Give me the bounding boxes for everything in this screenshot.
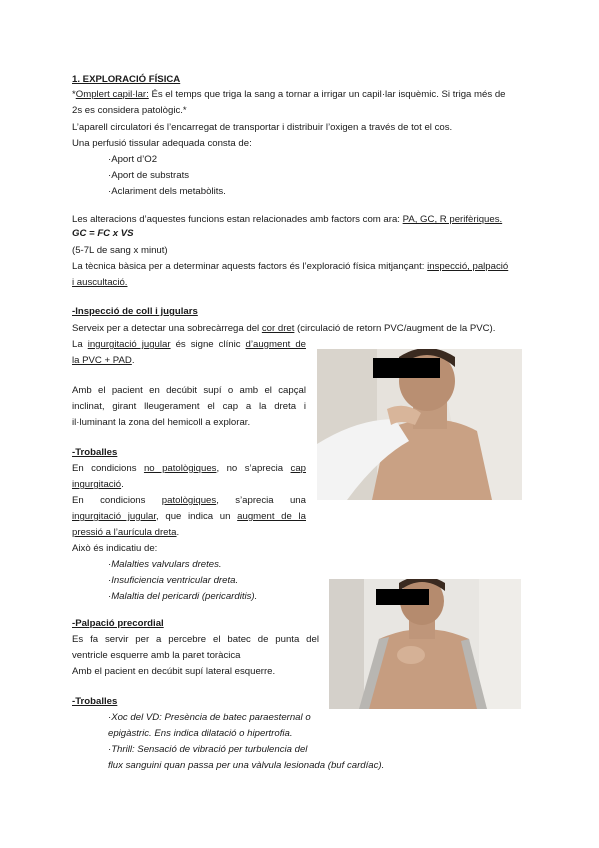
inspection-line-1 <box>72 323 495 335</box>
findings-pressure: pressió a l’aurícula dreta <box>72 527 177 538</box>
findings-nonpath: no patològiques <box>143 463 217 474</box>
findings-increase: augment de la <box>237 511 306 522</box>
technique-methods: inspecció, palpació <box>427 261 509 272</box>
cap-fill-prefix: * <box>72 89 76 100</box>
indication-item: ·Malaltia del pericardi (pericarditis). <box>108 591 258 602</box>
inspection-text: és signe clínic <box>170 339 246 350</box>
alterations-line <box>72 214 502 226</box>
perfusion-item: ·Aclariment dels metabòlits. <box>108 186 226 197</box>
palpation-title: -Palpació precordial <box>72 618 164 629</box>
findings-line-6: Això és indicatiu de: <box>72 543 158 554</box>
findings-text: En condicions <box>72 495 162 506</box>
inspection-text: Serveix per a detectar una sobrecàrrega del <box>72 323 262 334</box>
findings-line-1 <box>72 463 306 475</box>
position-line-2: inclinat, girant lleugerament el cap a la dreta i <box>72 401 306 412</box>
findings-line-5 <box>72 527 179 539</box>
findings-line-3 <box>72 495 306 507</box>
findings-title-2: -Troballes <box>72 696 118 707</box>
privacy-bar <box>376 589 429 605</box>
perfusion-item: ·Aport de substrats <box>108 170 190 181</box>
formula-note: (5-7L de sang x minut) <box>72 245 168 256</box>
inspection-text: . <box>131 355 135 366</box>
alterations-text: Les alteracions d’aquestes funcions estan relacionades amb factors com ara: <box>72 214 403 225</box>
alterations-factors: PA, GC, R perifèriques. <box>402 214 503 225</box>
palpation-line-2: ventricle esquerre amb la paret toràcica <box>72 650 241 661</box>
finding-item: ·Thrill: Sensació de vibració per turbulencia del <box>108 744 308 755</box>
palpation-line-1: Es fa servir per a percebre el batec de punta del <box>72 634 319 645</box>
position-line-3: il·luminant la zona del hemicoll a explorar. <box>72 417 251 428</box>
inspection-ingurgitation: ingurgitació jugular <box>87 339 171 350</box>
inspection-line-3 <box>72 355 134 367</box>
section-heading: 1. EXPLORACIÓ FÍSICA <box>72 74 181 85</box>
findings-text: . <box>121 479 124 490</box>
findings-title: -Troballes <box>72 447 118 458</box>
findings-jugular: ingurgitació jugular <box>72 511 157 522</box>
findings-ingurgitation: ingurgitació <box>72 479 122 490</box>
inspection-pvc: la PVC + PAD <box>72 355 132 366</box>
cap-fill-line-2: 2s es considera patològic.* <box>72 105 187 116</box>
precordial-palpation-photo <box>329 579 521 709</box>
position-line-1: Amb el pacient en decúbit supí o amb el capçal <box>72 385 306 396</box>
inspection-title: -Inspecció de coll i jugulars <box>72 306 198 317</box>
cap-fill-text: És el temps que triga la sang a tornar a irrigar un capil·lar isquèmic. Si triga més de <box>148 89 506 100</box>
perfusion-item: ·Aport d’O2 <box>108 154 158 165</box>
findings-line-4 <box>72 511 306 523</box>
findings-text: En condicions <box>72 463 144 474</box>
formula: GC = FC x VS <box>72 228 134 239</box>
finding-item: flux sanguini quan passa per una vàlvula lesionada (buf cardíac). <box>108 760 385 771</box>
findings-text: . <box>176 527 180 538</box>
finding-item: epigàstric. Ens indica dilatació o hipertrofia. <box>108 728 293 739</box>
findings-cap: cap <box>290 463 307 474</box>
findings-line-2 <box>72 479 124 491</box>
technique-line-2: i auscultació. <box>72 277 128 288</box>
indication-item: ·Malalties valvulars dretes. <box>108 559 222 570</box>
findings-text: , s’aprecia una <box>216 495 306 506</box>
inspection-text: (circulació de retorn PVC/augment de la PVC). <box>294 323 496 334</box>
findings-text: , no s’aprecia <box>216 463 291 474</box>
intro-line-2: Una perfusió tissular adequada consta de: <box>72 138 252 149</box>
inspection-line-2 <box>72 339 306 351</box>
inspection-increase: d’augment de <box>245 339 306 350</box>
inspection-cor-dret: cor dret <box>261 323 295 334</box>
technique-text: La tècnica bàsica per a determinar aquests factors és l’exploració física mitjançant: <box>72 261 428 272</box>
cap-fill-term: Omplert capil·lar: <box>75 89 149 100</box>
findings-path: patològiques <box>161 495 217 506</box>
finding-item: ·Xoc del VD: Presència de batec paraesternal o <box>108 712 311 723</box>
inspection-text: La <box>72 339 88 350</box>
indication-item: ·Insuficiencia ventricular dreta. <box>108 575 239 586</box>
cap-fill-line-1 <box>72 89 506 101</box>
findings-text: , que indica un <box>156 511 238 522</box>
technique-line-1 <box>72 261 508 273</box>
intro-line-1: L’aparell circulatori és l’encarregat de transportar i distribuir l’oxigen a través de tot el cos. <box>72 122 453 133</box>
privacy-bar <box>373 358 440 378</box>
palpation-line-3: Amb el pacient en decúbit supí lateral esquerre. <box>72 666 276 677</box>
neck-exam-photo <box>317 349 522 500</box>
